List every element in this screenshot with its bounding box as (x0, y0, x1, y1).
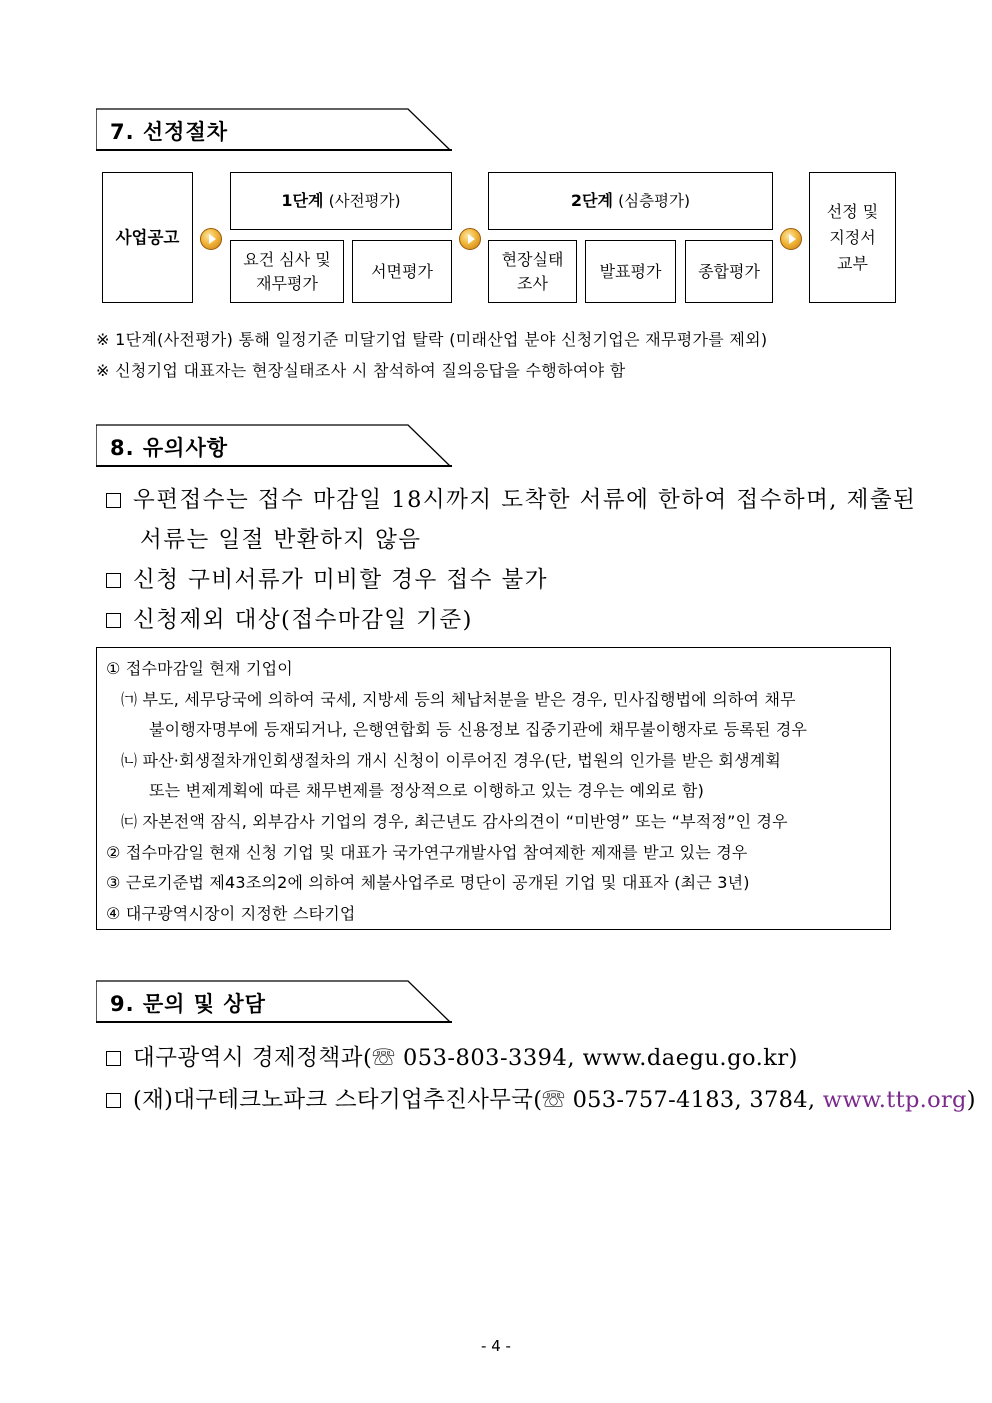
final-line2: 지정서 (829, 227, 876, 247)
checkbox-square-icon (106, 493, 121, 508)
stage1-item1-line1: 요건 심사 및 (243, 249, 331, 269)
section-7-title: 7. 선정절차 (110, 120, 229, 144)
telephone-icon: ☏ (542, 1087, 566, 1113)
contact1-org: 대구광역시 경제정책과( (133, 1045, 373, 1071)
exclusion-line: ㈁ 파산·회생절차개인회생절차의 개시 신청이 이루어진 경우(단, 법원의 인가를 받은 회생계획 (121, 751, 782, 770)
stage2-item1-line1: 현장실태 (501, 249, 564, 269)
checkbox-square-icon (106, 1093, 121, 1108)
contact2-org: (재)대구테크노파크 스타기업추진사무국( (133, 1087, 543, 1113)
exclusion-line: 불이행자명부에 등재되거나, 은행연합회 등 신용정보 집중기관에 채무불이행자로 등록된 경우 (149, 720, 808, 739)
stage1-item2-label: 서면평가 (371, 261, 433, 281)
exclusion-line: ③ 근로기준법 제43조의2에 의하여 체불사업주로 명단이 공개된 기업 및 대표자 (최근 3년) (106, 873, 750, 892)
stage2-subtitle: (심층평가) (618, 192, 691, 210)
flow-announce-box (102, 172, 193, 303)
section-9-title: 9. 문의 및 상담 (110, 992, 266, 1016)
flow-stage1-item-document (352, 240, 452, 303)
final-line1: 선정 및 (826, 201, 879, 221)
stage1-title: 1단계 (281, 191, 324, 210)
stage1-item1-line2: 재무평가 (256, 273, 318, 293)
contact1-phone: 053-803-3394 (402, 1045, 568, 1071)
list-item-text: 신청제외 대상(접수마감일 기준) (133, 607, 473, 633)
note-2: ※ 신청기업 대표자는 현장실태조사 시 참석하여 질의응답을 수행하여야 함 (96, 361, 626, 380)
flow-final-box (809, 172, 896, 303)
contact2-phone: 053-757-4183, 3784, (572, 1087, 816, 1113)
exclusion-line: ④ 대구광역시장이 지정한 스타기업 (106, 904, 356, 923)
section-8-title: 8. 유의사항 (110, 436, 229, 460)
stage2-title: 2단계 (570, 191, 613, 210)
exclusion-line: 또는 변제계획에 따른 채무변제를 정상적으로 이행하고 있는 경우는 예외로 함) (149, 781, 705, 800)
exclusion-line: ㈀ 부도, 세무당국에 의하여 국세, 지방세 등의 체납처분을 받은 경우, 민사집행법에 의하여 채무 (121, 690, 796, 709)
list-item (106, 482, 916, 514)
flow-stage2-item-presentation (585, 240, 676, 303)
section-7-header (96, 108, 452, 152)
stage2-item3-label: 종합평가 (698, 261, 760, 281)
exclusion-line: ㈂ 자본전액 잠식, 외부감사 기업의 경우, 최근년도 감사의견이 “미반영” 또는 “부적정”인 경우 (121, 812, 788, 831)
final-line3: 교부 (837, 253, 868, 273)
flow-stage1-item-requirements (230, 240, 344, 303)
flow-stage2-item-site (488, 240, 577, 303)
stage1-subtitle: (사전평가) (328, 192, 401, 210)
stage2-item1-line2: 조사 (517, 273, 548, 293)
list-item-continuation: 서류는 일절 반환하지 않음 (140, 527, 422, 553)
list-item-text: 신청 구비서류가 미비할 경우 접수 불가 (133, 567, 549, 593)
exclusion-criteria-box (96, 647, 891, 930)
checkbox-square-icon (106, 573, 121, 588)
page-number: - 4 - (481, 1337, 511, 1355)
circle-arrow-right-icon (200, 228, 222, 250)
exclusion-line: ① 접수마감일 현재 기업이 (106, 659, 293, 678)
flow-stage2-header (488, 172, 773, 230)
list-item (106, 562, 548, 594)
exclusion-line: ② 접수마감일 현재 신청 기업 및 대표가 국가연구개발사업 참여제한 제재를 받고 있는 경우 (106, 843, 748, 862)
list-item-text: 우편접수는 접수 마감일 18시까지 도착한 서류에 한하여 접수하며, 제출된 (133, 487, 917, 513)
contact1-url[interactable]: www.daegu.go.kr (582, 1045, 789, 1071)
contact-line-ttp: (재)대구테크노파크 스타기업추진사무국(☏ 053-757-4183, 3784, www.ttp.org) (106, 1082, 976, 1114)
flow-stage2-item-overall (685, 240, 773, 303)
section-8-header (96, 424, 452, 468)
circle-arrow-right-icon (780, 228, 802, 250)
list-item (106, 602, 473, 634)
telephone-icon: ☏ (372, 1045, 396, 1071)
checkbox-square-icon (106, 1051, 121, 1066)
contact2-url-link[interactable]: www.ttp.org (822, 1087, 967, 1113)
stage2-item2-label: 발표평가 (599, 261, 662, 281)
checkbox-square-icon (106, 613, 121, 628)
flow-stage1-header (230, 172, 452, 230)
contact-line-daegu: 대구광역시 경제정책과(☏ 053-803-3394, www.daegu.go.kr) (106, 1040, 798, 1072)
circle-arrow-right-icon (459, 228, 481, 250)
note-1: ※ 1단계(사전평가) 통해 일정기준 미달기업 탈락 (미래산업 분야 신청기업은 재무평가를 제외) (96, 330, 768, 349)
flow-announce-label: 사업공고 (115, 227, 180, 247)
section-9-header (96, 980, 452, 1024)
